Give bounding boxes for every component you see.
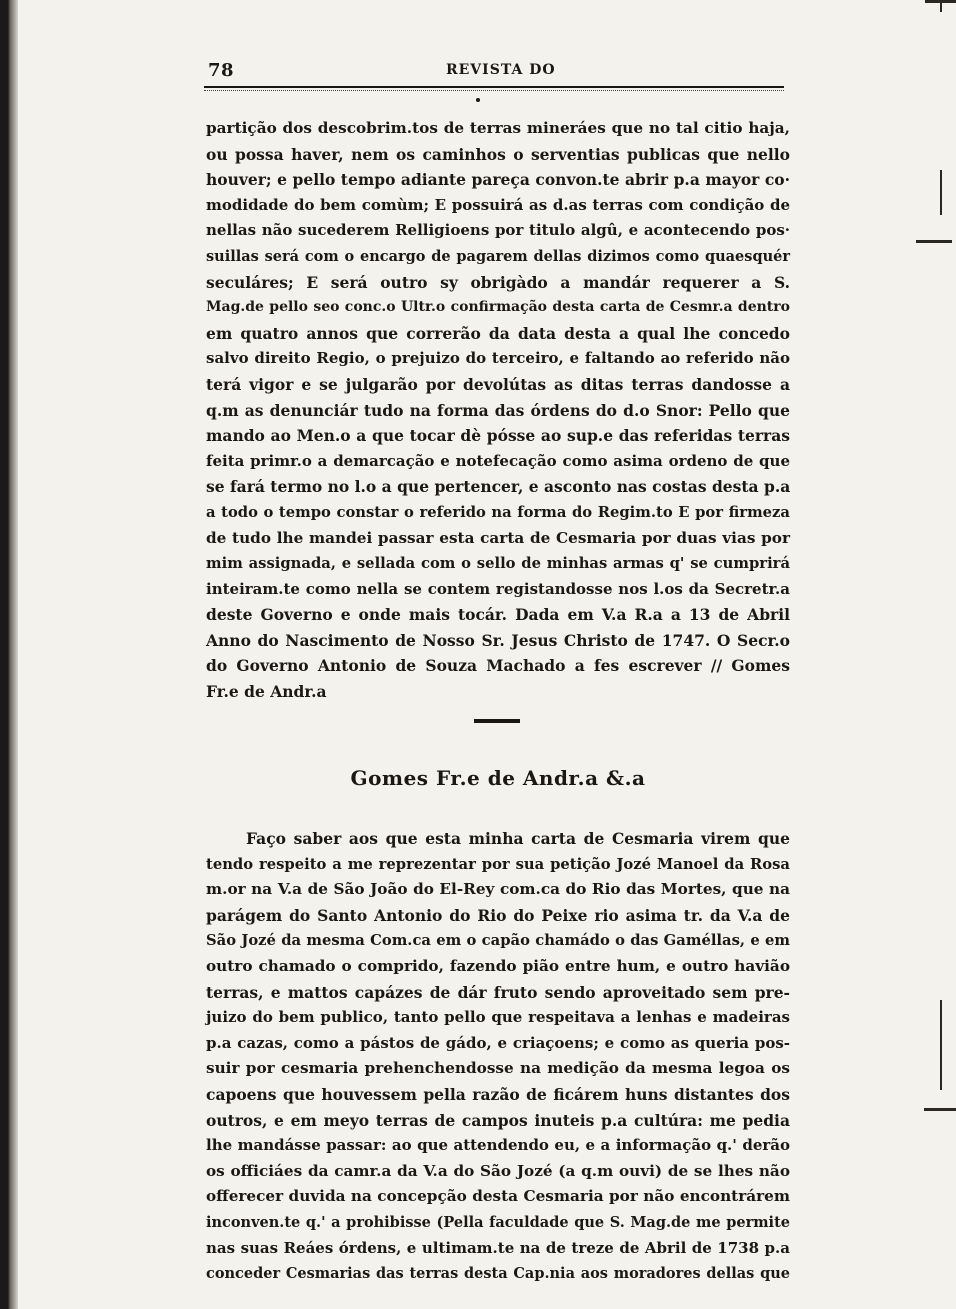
text-line: inconven.te q.' a prohibisse (Pella faculdade que S. Mag.de me permite [206,1213,790,1231]
text-line: salvo direito Regio, o prejuizo do terceiro, e faltando ao referido não [206,349,790,368]
text-line: suillas será com o encargo de pagarem dellas dizimos como quaesquér [206,247,790,265]
text-line: terá vigor e se julgarão por devolútas as ditas terras dandosse a [206,374,790,394]
text-line: a todo o tempo constar o referido na forma do Regim.to E por firmeza [206,503,790,521]
text-line: conceder Cesmarias das terras desta Cap.nia aos moradores dellas que [206,1265,790,1283]
text-line: deste Governo e onde mais tocár. Dada em V.a R.a a 13 de Abril [206,605,790,625]
text-line: nas suas Reáes órdens, e ultimam.te na de treze de Abril de 1738 p.a [206,1238,790,1257]
text-line: Faço saber aos que esta minha carta de Cesmaria virem que [246,829,790,848]
section-heading: Gomes Fr.e de Andr.a &.a [350,766,646,790]
text-line: Mag.de pello seo conc.o Ultr.o confirmação desta carta de Cesmr.a dentro [206,299,790,316]
text-line: juizo do bem publico, tanto pello que respeitava a lenhas e madeiras [206,1008,790,1027]
text-line: p.a cazas, como a pástos de gádo, e criaçoens; e como as queria pos- [206,1033,790,1052]
text-line: houver; e pello tempo adiante pareça convon.te abrir p.a mayor co· [206,170,790,190]
text-line: q.m as denunciár tudo na forma das órdens do d.o Snor: Pello que [206,400,790,420]
text-line: offerecer duvida na concepção desta Cesmaria por não encontrárem [206,1187,790,1206]
text-line: suir por cesmaria prehenchendosse na medição da mesma legoa os [206,1059,790,1078]
text-line: se fará termo no l.o a que pertencer, e asconto nas costas desta p.a [206,477,791,497]
scan-margin-line [940,0,942,1309]
text-line: mando ao Men.o a que tocar dè pósse ao sup.e das referidas terras [206,426,790,446]
page-number: 78 [208,60,235,81]
text-line: seculáres; E será outro sy obrigàdo a mandár requerer a S. [206,272,790,292]
text-block-2 [206,826,790,1287]
text-line: parágem do Santo Antonio do Rio do Peixe rio asima tr. da V.a de [206,905,790,925]
text-line: ou possa haver, nem os caminhos o serventias publicas que nello [206,144,790,164]
text-line: Fr.e de Andr.a [206,682,327,702]
text-line: capoens que houvessem pella razão de ficárem huns distantes dos [206,1084,790,1104]
scan-mark-bottom [924,1108,956,1111]
text-line: partição dos descobrim.tos de terras mineráes que no tal citio haja, [206,119,790,137]
text-line: do Governo Antonio de Souza Machado a fes escrever // Gomes [206,656,790,676]
text-line: nellas não sucederem Relligioens por titulo algû, e acontecendo pos· [206,221,790,240]
text-line: outro chamado o comprido, fazendo pião entre hum, e outro havião [206,956,790,975]
text-line: os officiáes da camr.a da V.a do São Jozé (a q.m ouvi) de se lhes não [206,1161,790,1180]
text-line: m.or na V.a de São João do El-Rey com.ca do Rio das Mortes, que na [206,880,790,899]
text-line: mim assignada, e sellada com o sello de minhas armas q' se cumprirá [206,555,790,573]
scan-mark-middle [916,240,952,243]
text-block-1 [206,116,790,705]
text-line: terras, e mattos capázes de dár fruto sendo aproveitado sem pre- [206,982,790,1002]
text-line: Anno do Nascimento de Nosso Sr. Jesus Christo de 1747. O Secr.o [206,630,790,650]
text-line: em quatro annos que correrão da data desta a qual lhe concedo [206,323,790,343]
text-line: feita primr.o a demarcação e notefecação como asima ordeno de que [206,451,790,470]
ink-dot [476,98,480,102]
text-line: inteiram.te como nella se contem registandosse nos l.os da Secretr.a [206,579,790,598]
header-rule-dotted [204,90,784,91]
text-line: lhe mandásse passar: ao que attendendo eu, e a informação q.' derão [206,1136,790,1155]
page-binding-edge [0,0,18,1309]
text-line: outros, e em meyo terras de campos inuteis p.a cultúra: me pedia [206,1110,790,1130]
text-line: tendo respeito a me reprezentar por sua petição Jozé Manoel da Rosa [206,855,790,873]
running-head: REVISTA DO [446,62,556,78]
text-line: de tudo lhe mandei passar esta carta de Cesmaria por duas vias por [206,528,790,547]
text-line: modidade do bem comùm; E possuirá as d.as terras com condição de [206,195,790,214]
text-line: São Jozé da mesma Com.ca em o capão chamádo o das Gaméllas, e em [206,932,790,950]
section-divider [474,719,520,723]
header-rule [204,86,784,88]
